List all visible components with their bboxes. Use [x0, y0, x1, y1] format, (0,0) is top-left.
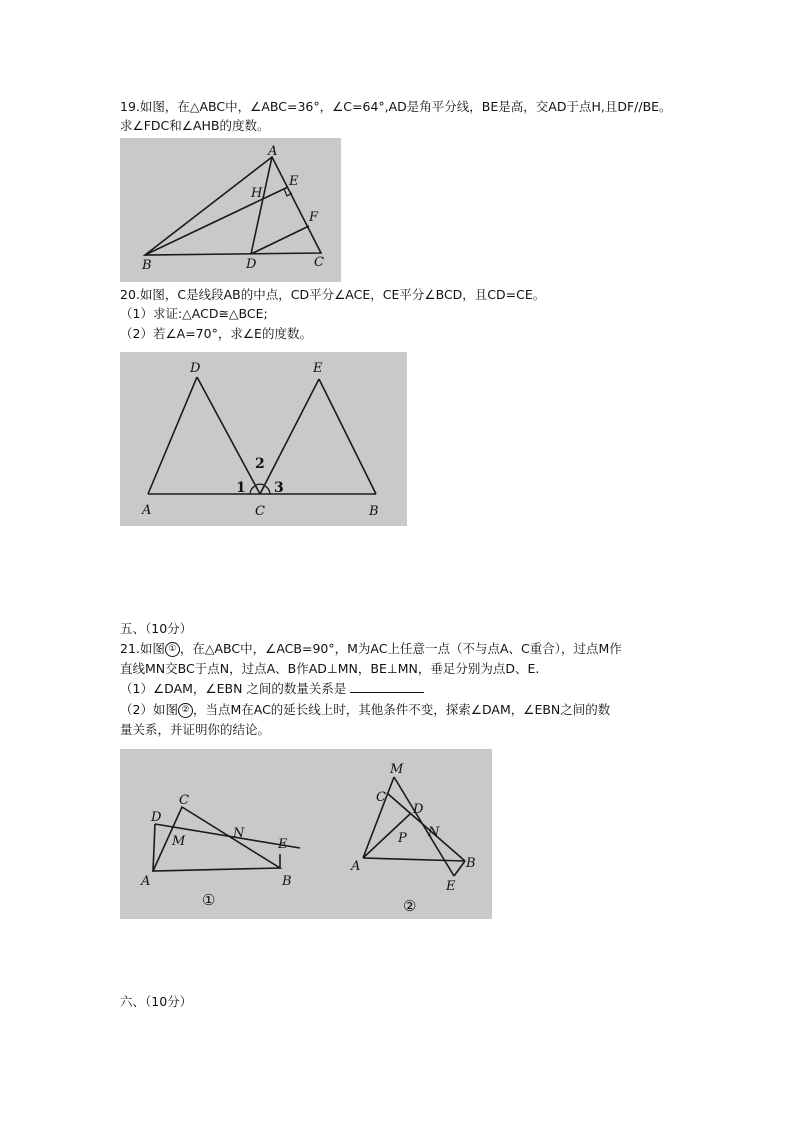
q19-text-line1: 19.如图，在△ABC中，∠ABC=36°，∠C=64°,AD是角平分线，BE是高，交AD于点H,且DF//BE。 [120, 99, 672, 114]
q20-figure [120, 352, 407, 526]
q21-text-line2: 直线MN交BC于点N，过点A、B作AD⊥MN，BE⊥MN，垂足分别为点D、E. [120, 661, 540, 676]
q21-figure-ref-1: ① [165, 642, 180, 657]
q21-text-line1 [120, 640, 622, 658]
fig2-label-m: M [390, 762, 404, 777]
q19-label-b: B [142, 258, 152, 273]
section-six-heading: 六、（10分） [120, 994, 193, 1009]
q19-text-line2: 求∠FDC和∠AHB的度数。 [120, 118, 270, 133]
q21-line1-post: ，在△ABC中，∠ACB=90°，M为AC上任意一点（不与点A、C重合），过点M作 [179, 641, 622, 656]
q19-label-a: A [268, 144, 278, 159]
fig2-label-p: P [398, 831, 407, 846]
q21-part1-text: （1）∠DAM，∠EBN 之间的数量关系是 [120, 681, 347, 696]
q21-part2-pre: （2）如图 [120, 702, 178, 717]
q20-label-d: D [190, 361, 201, 376]
q19-label-d: D [246, 257, 257, 272]
q19-label-e: E [289, 174, 299, 189]
fig1-label-n: N [233, 826, 245, 841]
fig2-label-d: D [413, 802, 424, 817]
q20-angle-1: 1 [236, 480, 246, 496]
q21-line1-pre: 21.如图 [120, 641, 165, 656]
q20-text-part2: （2）若∠A=70°，求∠E的度数。 [120, 326, 312, 341]
q21-text-part2 [120, 701, 610, 719]
q19-label-c: C [314, 255, 324, 270]
fig1-label-b: B [282, 874, 292, 889]
fig2-label-e: E [446, 879, 456, 894]
q20-text-part1: （1）求证:△ACD≅△BCE; [120, 306, 268, 321]
fig2-label-c: C [376, 790, 386, 805]
q20-text-line1: 20.如图，C是线段AB的中点，CD平分∠ACE，CE平分∠BCD，且CD=CE。 [120, 287, 546, 302]
fig1-label-m: M [172, 834, 186, 849]
section-five-heading: 五、（10分） [120, 621, 193, 636]
fig2-label-n: N [428, 825, 440, 840]
q20-label-a: A [142, 503, 152, 518]
q21-text-line5: 量关系，并证明你的结论。 [120, 722, 271, 737]
q21-text-part1 [120, 680, 424, 698]
q20-label-c: C [255, 504, 265, 519]
fig1-label-d: D [151, 810, 162, 825]
q21-part2-post: ，当点M在AC的延长线上时，其他条件不变，探索∠DAM，∠EBN之间的数 [192, 702, 611, 717]
q20-label-e: E [313, 361, 323, 376]
q19-label-f: F [309, 210, 319, 225]
q20-label-b: B [369, 504, 379, 519]
fig2-label-a: A [351, 859, 361, 874]
q21-answer-blank [350, 680, 424, 693]
q21-figure-ref-2: ② [178, 703, 193, 718]
q20-angle-2: 2 [255, 456, 265, 472]
q20-angle-3: 3 [274, 480, 284, 496]
fig1-label-e: E [278, 837, 288, 852]
fig2-caption: ② [403, 897, 417, 915]
q21-figure [120, 749, 492, 919]
fig1-caption: ① [202, 891, 216, 909]
q19-label-h: H [251, 186, 263, 201]
fig1-label-c: C [179, 793, 189, 808]
fig2-label-b: B [466, 856, 476, 871]
q19-figure [120, 138, 341, 282]
fig1-label-a: A [141, 874, 151, 889]
